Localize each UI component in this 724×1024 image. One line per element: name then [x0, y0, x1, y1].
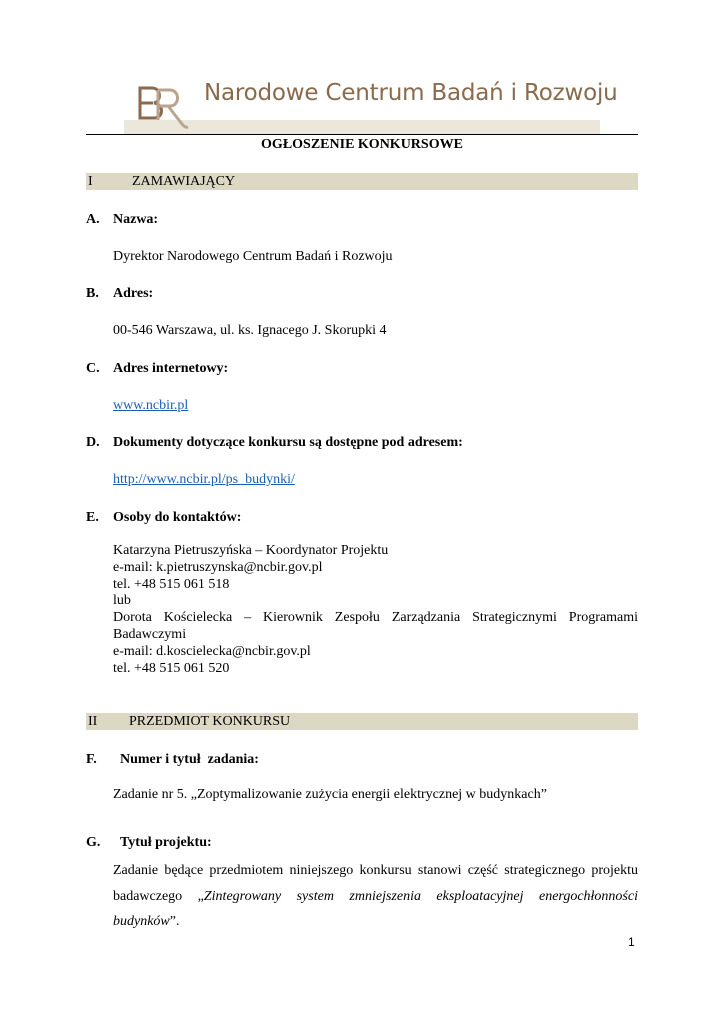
contact-line: Dorota Kościelecka – Kierownik Zespołu Zarządzania Strategicznymi Programami	[113, 610, 638, 626]
contact-phone: tel. +48 515 061 518	[113, 576, 230, 592]
item-letter-e: E.	[86, 510, 99, 525]
orderer-name: Dyrektor Narodowego Centrum Badań i Rozwoju	[113, 249, 393, 264]
header-rule	[86, 134, 638, 135]
item-label-contacts: Osoby do kontaktów:	[113, 510, 242, 525]
item-label-task: Numer i tytuł zadania:	[120, 752, 259, 767]
section-bar-2	[86, 713, 638, 730]
paragraph-line	[113, 909, 638, 935]
paragraph-line: Zadanie będące przedmiotem niniejszego konkursu stanowi część strategicznego projektu	[113, 863, 638, 878]
page-title: OGŁOSZENIE KONKURSOWE	[261, 137, 463, 152]
task-title: Zadanie nr 5. „Zoptymalizowanie zużycia energii elektrycznej w budynkach”	[113, 787, 547, 802]
contact-line: lub	[113, 593, 131, 609]
contact-email: e-mail: d.koscielecka@ncbir.gov.pl	[113, 643, 311, 659]
item-label-project: Tytuł projektu:	[120, 835, 212, 850]
paragraph-text: ”.	[169, 914, 180, 929]
paragraph-line	[113, 884, 638, 910]
section-title: ZAMAWIAJĄCY	[132, 174, 236, 189]
section-number: II	[88, 714, 98, 729]
ncbr-br-logo-icon	[134, 78, 190, 134]
paragraph-text: badawczego „	[113, 888, 204, 904]
item-letter-b: B.	[86, 286, 99, 301]
item-letter-a: A.	[86, 212, 100, 227]
logo-band	[124, 120, 600, 134]
contact-email: e-mail: k.pietruszynska@ncbir.gov.pl	[113, 559, 323, 575]
project-title-italic: budynków	[113, 914, 170, 929]
item-label-documents: Dokumenty dotyczące konkursu są dostępne pod adresem:	[113, 435, 463, 450]
item-letter-g: G.	[86, 835, 101, 850]
section-title: PRZEDMIOT KONKURSU	[129, 714, 291, 729]
website-link[interactable]: www.ncbir.pl	[113, 398, 189, 413]
page-number: 1	[628, 935, 635, 949]
item-label-address: Adres:	[113, 286, 154, 301]
item-label-name: Nazwa:	[113, 212, 159, 227]
contact-line: Badawczymi	[113, 626, 187, 642]
documents-link[interactable]: http://www.ncbir.pl/ps_budynki/	[113, 472, 295, 487]
item-label-website: Adres internetowy:	[113, 361, 229, 376]
contact-phone: tel. +48 515 061 520	[113, 660, 230, 676]
contact-line: Katarzyna Pietruszyńska – Koordynator Projektu	[113, 543, 389, 558]
logo-name: Narodowe Centrum Badań i Rozwoju	[204, 80, 618, 106]
orderer-address: 00-546 Warszawa, ul. ks. Ignacego J. Skorupki 4	[113, 323, 387, 338]
item-letter-f: F.	[86, 752, 97, 767]
section-bar-1	[86, 173, 638, 190]
item-letter-c: C.	[86, 361, 100, 376]
project-paragraph	[113, 858, 638, 935]
contact-block	[113, 543, 638, 677]
item-letter-d: D.	[86, 435, 100, 450]
project-title-italic: Zintegrowany system zmniejszenia eksploatacyjnej energochłonności	[203, 888, 638, 904]
section-number: I	[88, 174, 93, 189]
